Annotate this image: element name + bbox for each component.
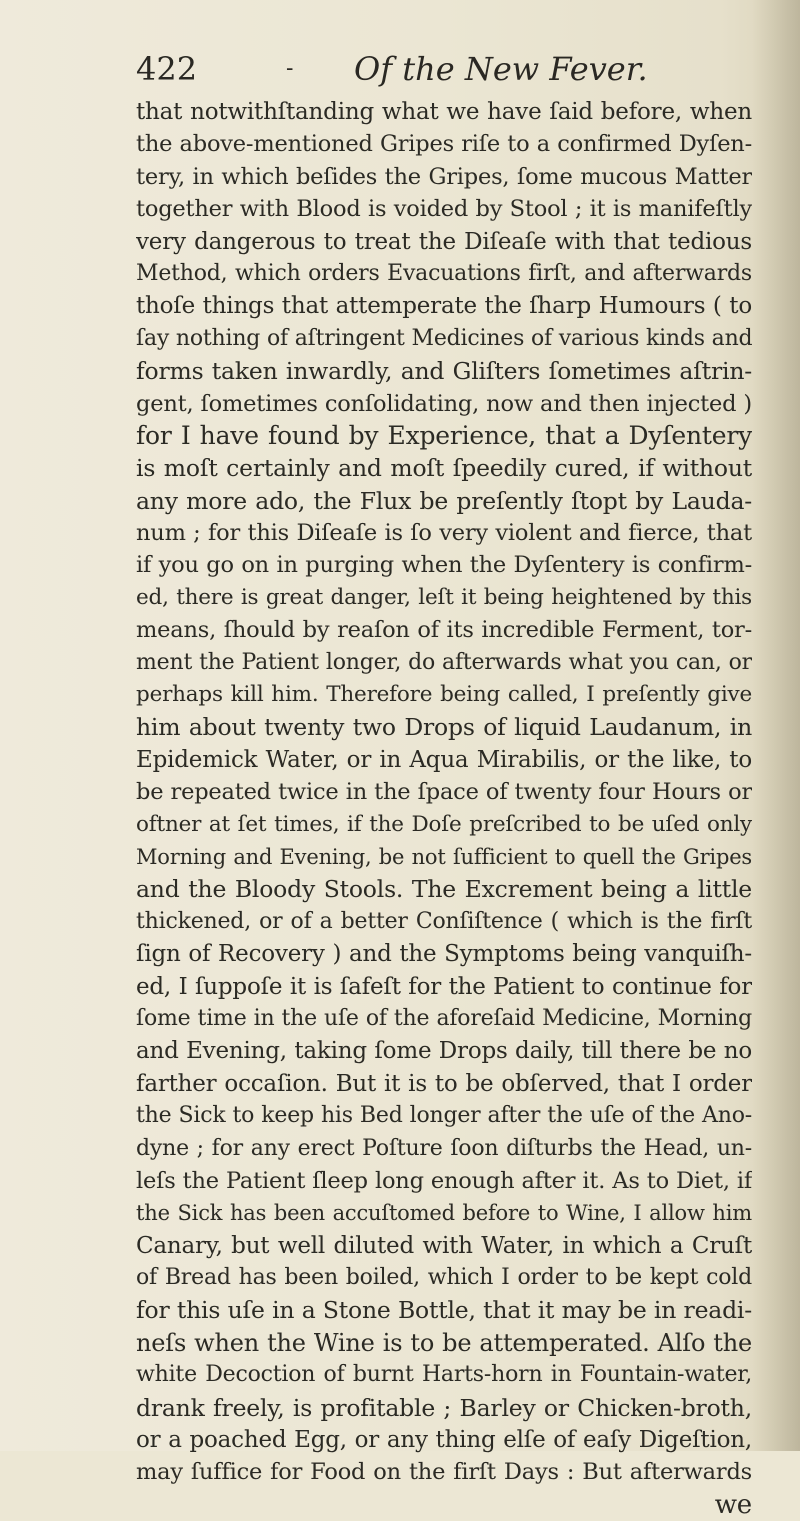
text-line: means, ſhould by reaſon of its incredible Ferment, tor- bbox=[136, 617, 752, 644]
text-line: any more ado, the Flux be preſently ſtopt by Lauda- bbox=[136, 486, 752, 515]
running-title: Of the New Fever. bbox=[354, 50, 648, 88]
text-line: neſs when the Wine is to be attemperated. Alſo the bbox=[136, 1328, 752, 1357]
text-line: ſome time in the uſe of the aforeſaid Medicine, Morning bbox=[136, 1005, 752, 1031]
text-line: farther occaſion. But it is to be obſerved, that I order bbox=[136, 1070, 752, 1097]
text-line: forms taken inwardly, and Gliſters ſometimes aſtrin- bbox=[136, 357, 752, 386]
text-line: may ſuffice for Food on the firſt Days : But afterwards bbox=[136, 1459, 752, 1486]
text-line: if you go on in purging when the Dyſentery is confirm- bbox=[136, 552, 752, 579]
text-line: of Bread has been boiled, which I order to be kept cold bbox=[136, 1265, 752, 1291]
text-line: Canary, but well diluted with Water, in which a Cruſt bbox=[136, 1232, 752, 1259]
text-line: him about twenty two Drops of liquid Laudanum, in bbox=[136, 713, 752, 742]
text-line: for this uſe in a Stone Bottle, that it may be in readi- bbox=[136, 1296, 752, 1325]
text-line: white Decoction of burnt Harts-horn in Fountain-water, bbox=[136, 1362, 752, 1388]
text-line: is moſt certainly and moſt ſpeedily cured, if without bbox=[136, 454, 752, 483]
text-line: ed, there is great danger, leſt it being heightened by this bbox=[136, 584, 752, 610]
text-line: Epidemick Water, or in Aqua Mirabilis, or the like, to bbox=[136, 746, 752, 773]
page-number: 422 bbox=[136, 50, 198, 88]
text-line: the Sick to keep his Bed longer after the uſe of the Ano- bbox=[136, 1103, 752, 1129]
text-line: gent, ſometimes conſolidating, now and then injected ) bbox=[136, 390, 752, 417]
header-mark: - bbox=[286, 56, 294, 81]
text-line: the Sick has been accuſtomed before to Wine, I allow him bbox=[136, 1201, 752, 1226]
text-line: thoſe things that attemperate the ſharp Humours ( to bbox=[136, 293, 752, 320]
text-line: perhaps kill him. Therefore being called, I preſently give bbox=[136, 682, 752, 708]
page-edge-shadow bbox=[752, 0, 800, 1451]
text-line: Morning and Evening, be not ſufficient to quell the Gripes bbox=[136, 844, 752, 869]
text-line: and the Bloody Stools. The Excrement being a little bbox=[136, 875, 752, 904]
text-line: drank freely, is profitable ; Barley or Chicken-broth, bbox=[136, 1393, 752, 1422]
page-body-text bbox=[136, 96, 752, 1521]
text-line: be repeated twice in the ſpace of twenty four Hours or bbox=[136, 779, 752, 806]
text-line: Method, which orders Evacuations firſt, and afterwards bbox=[136, 260, 752, 286]
text-line: ed, I ſuppoſe it is ſafeſt for the Patient to continue for bbox=[136, 973, 752, 1000]
text-line: the above-mentioned Gripes riſe to a confirmed Dyſen- bbox=[136, 131, 752, 158]
text-line: leſs the Patient ſleep long enough after it. As to Diet, if bbox=[136, 1167, 752, 1194]
text-line: ment the Patient longer, do afterwards what you can, or bbox=[136, 649, 752, 675]
text-line: ſay nothing of aſtringent Medicines of various kinds and bbox=[136, 325, 752, 351]
text-line: that notwithſtanding what we have ſaid before, when bbox=[136, 99, 752, 125]
text-line: num ; for this Diſeaſe is ſo very violent and fierce, that bbox=[136, 520, 752, 547]
text-line: oftner at ſet times, if the Doſe preſcribed to be uſed only bbox=[136, 811, 752, 837]
text-line: or a poached Egg, or any thing elſe of eaſy Digeſtion, bbox=[136, 1427, 752, 1454]
text-line: and Evening, taking ſome Drops daily, till there be no bbox=[136, 1038, 752, 1065]
text-line: together with Blood is voided by Stool ; it is manifeſtly bbox=[136, 196, 752, 223]
text-line: thickened, or of a better Conſiſtence ( which is the firſt bbox=[136, 908, 752, 934]
text-line: ſign of Recovery ) and the Symptoms being vanquiſh- bbox=[136, 941, 752, 968]
text-line: for I have found by Experience, that a Dyſentery bbox=[136, 420, 752, 450]
text-line: dyne ; for any erect Poſture ſoon diſturbs the Head, un- bbox=[136, 1135, 752, 1161]
text-line: very dangerous to treat the Diſeaſe with that tedious bbox=[136, 228, 752, 255]
running-header bbox=[136, 46, 756, 92]
text-line: we bbox=[714, 1489, 752, 1520]
text-line: tery, in which beſides the Gripes, ſome mucous Matter bbox=[136, 163, 752, 190]
